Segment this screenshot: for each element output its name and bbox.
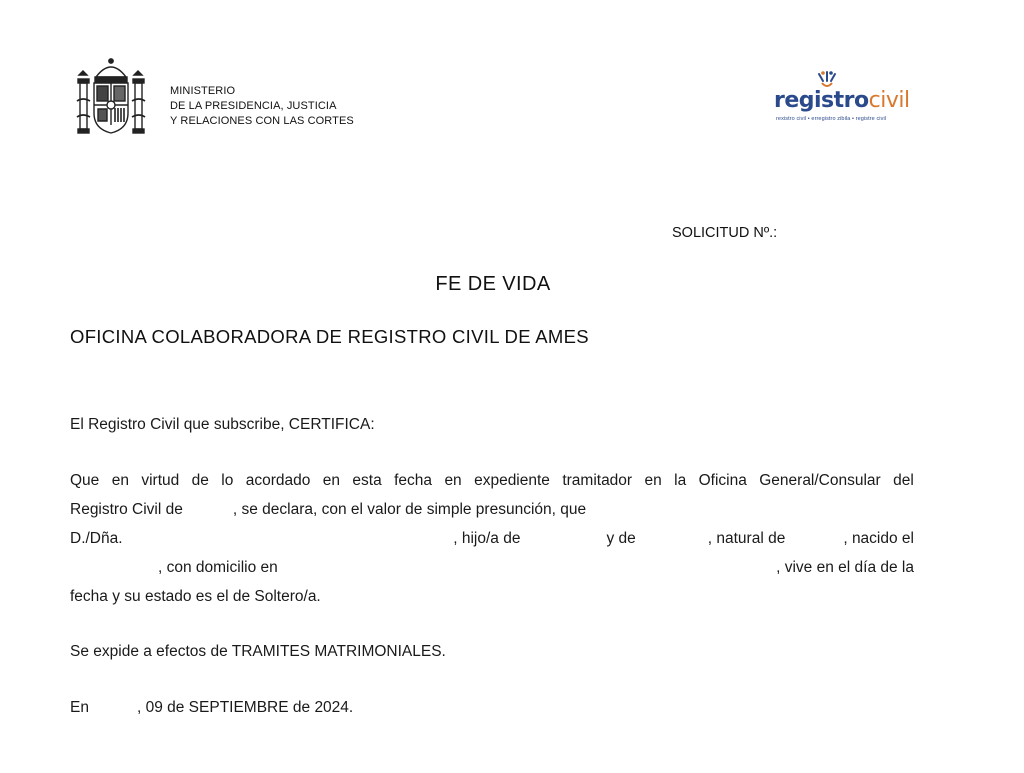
- registro-civil-logo: [770, 70, 910, 128]
- registro-civil-wordmark: registrocivil: [774, 88, 910, 113]
- date-line: En , 09 de SEPTIEMBRE de 2024.: [70, 699, 354, 716]
- office-heading: OFICINA COLABORADORA DE REGISTRO CIVIL DE AMES: [70, 326, 589, 347]
- ministry-line-3: Y RELACIONES CON LAS CORTES: [170, 115, 354, 127]
- document-title: FE DE VIDA: [435, 273, 551, 295]
- paragraph-line-4: , con domicilio en , vive en el día de la: [158, 559, 914, 576]
- ministry-line-1: MINISTERIO: [170, 85, 236, 97]
- paragraph-line-5: fecha y su estado es el de Soltero/a.: [70, 588, 321, 605]
- certifica-line: El Registro Civil que subscribe, CERTIFICA:: [70, 416, 375, 433]
- solicitud-label: SOLICITUD Nº.:: [672, 225, 778, 241]
- paragraph-line-1: Que en virtud de lo acordado en esta fecha en expediente tramitador en la Oficina General/Consular del: [70, 472, 914, 489]
- paragraph-line-2: Registro Civil de , se declara, con el valor de simple presunción, que: [70, 501, 587, 518]
- registro-civil-tagline: rexistro civil • erregistro zibila • registre civil: [776, 116, 887, 122]
- paragraph-line-3: D./Dña. , hijo/a de y de , natural de , nacido el: [70, 530, 914, 547]
- ministry-line-2: DE LA PRESIDENCIA, JUSTICIA: [170, 100, 337, 112]
- ministry-name: [170, 84, 354, 129]
- registro-civil-logo-icon: [814, 70, 840, 90]
- expide-line: Se expide a efectos de TRAMITES MATRIMONIALES.: [70, 643, 446, 660]
- certificate-paragraph: [70, 466, 914, 611]
- spain-coat-of-arms-icon: [76, 57, 146, 137]
